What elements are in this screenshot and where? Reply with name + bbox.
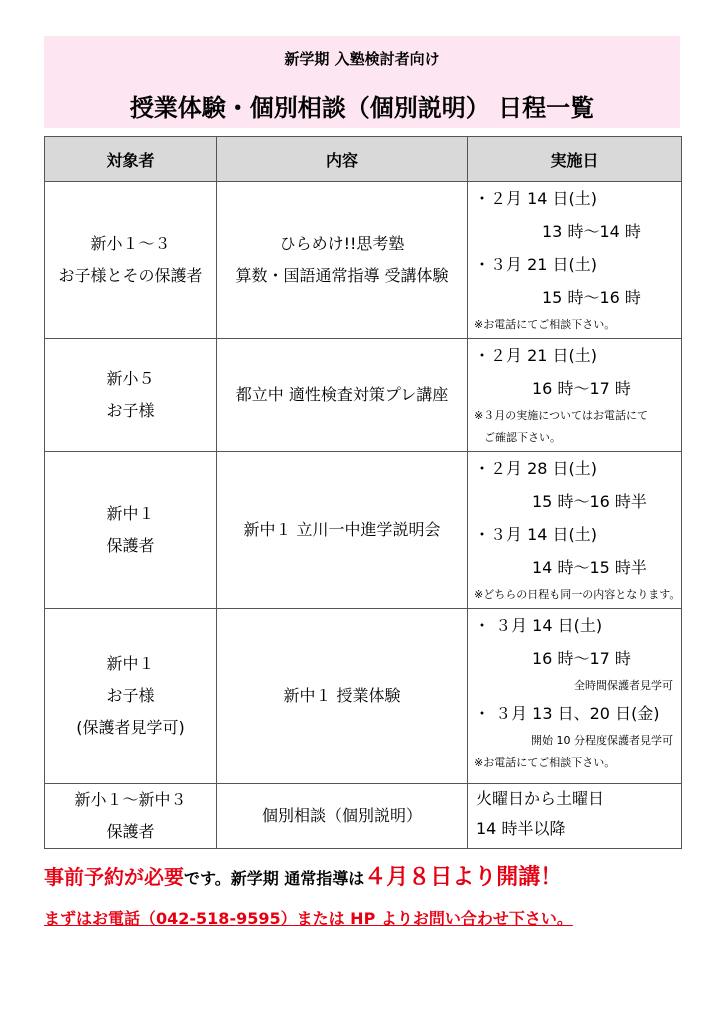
start-date-text: ４月８日より開講！ — [364, 865, 563, 890]
reservation-required: 事前予約が必要 — [44, 865, 184, 889]
date-note: ご確認下さい。 — [484, 431, 561, 444]
table-row — [45, 609, 682, 784]
content-cell: 都立中 適性検査対策プレ講座 — [217, 339, 468, 452]
contact-notice: まずはお電話（042-518-9595）または HP よりお問い合わせ下さい。 — [44, 909, 573, 928]
target-cell: 新小１～３ お子様とその保護者 — [45, 182, 217, 339]
page-title: 授業体験・個別相談（個別説明） 日程一覧 — [129, 94, 595, 122]
content-cell: 新中１ 授業体験 — [217, 609, 468, 784]
target-cell: 新小５ お子様 — [45, 339, 217, 452]
new-term-text: です。新学期 通常指導は — [184, 869, 365, 888]
date-cell: ・ ３月 14 日(土) 16 時～17 時 全時間保護者見学可 ・ ３月 13 日、20 日(金) 開始 10 分程度保護者見学可 ※お電話にてご相談下さい。 — [468, 609, 682, 784]
date-note: ※どちらの日程も同一の内容となります。 — [474, 588, 681, 601]
header-target: 対象者 — [45, 137, 217, 182]
observation-note: 開始 10 分程度保護者見学可 — [531, 734, 673, 747]
table-row — [45, 182, 682, 339]
content-cell: ひらめけ!!思考塾 算数・国語通常指導 受講体験 — [217, 182, 468, 339]
date-cell: ・２月 28 日(土) 15 時～16 時半 ・３月 14 日(土) 14 時～15 時半 ※どちらの日程も同一の内容となります。 — [468, 452, 682, 609]
schedule-table — [44, 136, 682, 849]
table-row — [45, 339, 682, 452]
date-note: ※３月の実施についてはお電話にて — [474, 409, 648, 422]
header-date: 実施日 — [468, 137, 682, 182]
date-note: ※お電話にてご相談下さい。 — [474, 318, 616, 331]
reservation-notice — [44, 860, 562, 891]
date-cell: ・２月 14 日(土) 13 時～14 時 ・３月 21 日(土) 15 時～16 時 ※お電話にてご相談下さい。 — [468, 182, 682, 339]
table-row — [45, 784, 682, 849]
table-row — [45, 452, 682, 609]
target-cell: 新小１～新中３ 保護者 — [45, 784, 217, 849]
content-cell: 新中１ 立川一中進学説明会 — [217, 452, 468, 609]
subtitle: 新学期 入塾検討者向け — [284, 50, 440, 68]
target-cell: 新中１ 保護者 — [45, 452, 217, 609]
table-header-row — [45, 137, 682, 182]
header-banner — [44, 36, 680, 128]
header-content: 内容 — [217, 137, 468, 182]
date-note: ※お電話にてご相談下さい。 — [474, 756, 616, 769]
date-cell: ・２月 21 日(土) 16 時～17 時 ※３月の実施についてはお電話にて ご確認下さい。 — [468, 339, 682, 452]
observation-note: 全時間保護者見学可 — [574, 679, 673, 692]
target-cell: 新中１ お子様 (保護者見学可) — [45, 609, 217, 784]
content-cell: 個別相談（個別説明） — [217, 784, 468, 849]
date-cell: 火曜日から土曜日 14 時半以降 — [468, 784, 682, 849]
